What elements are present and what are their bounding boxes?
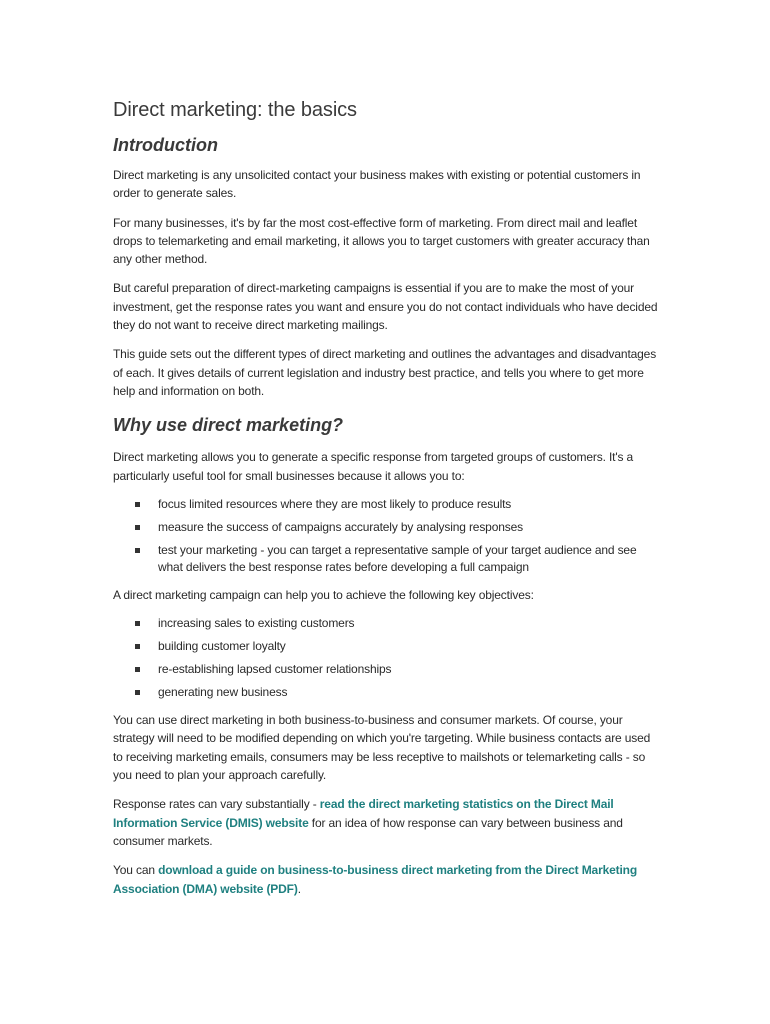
list-item (113, 519, 658, 536)
response-prefix-text: Response rates can vary substantially - (113, 797, 320, 812)
list-item (113, 542, 658, 576)
intro-paragraph: For many businesses, it's by far the most cost-effective form of marketing. From direct mail and leaflet drops to telemarketing and email marketing, it allows you to target customers with greater accuracy than any other method. (113, 215, 650, 267)
page-title: Direct marketing: the basics (113, 99, 357, 121)
square-bullet-icon (135, 502, 140, 507)
guide-prefix-text: You can (113, 863, 159, 878)
dmis-statistics-link[interactable]: read the direct marketing statistics on the Direct Mail Information Service (DMIS) website (113, 797, 614, 830)
list-item (113, 496, 658, 513)
document-page (113, 98, 658, 909)
list-item (113, 615, 658, 632)
dma-guide-link[interactable]: download a guide on business-to-business direct marketing from the Direct Marketing Association (DMA) website (PDF) (113, 863, 638, 896)
dma-guide-paragraph (113, 861, 658, 898)
list-item-text: focus limited resources where they are most likely to produce results (158, 496, 512, 511)
list-item-text: increasing sales to existing customers (158, 616, 355, 631)
benefits-list (113, 496, 658, 576)
response-rates-paragraph (113, 795, 658, 850)
square-bullet-icon (135, 621, 140, 626)
strategy-paragraph: You can use direct marketing in both business-to-business and consumer markets. Of course, your strategy will need to be modified depending on which you're targeting. While business contacts are used to receiving marketing emails, consumers may be less receptive to mailshots or telemarketing calls - so you need to plan your approach carefully. (113, 713, 651, 783)
square-bullet-icon (135, 548, 140, 553)
square-bullet-icon (135, 644, 140, 649)
intro-paragraph: Direct marketing is any unsolicited contact your business makes with existing or potential customers in order to generate sales. (113, 168, 641, 201)
objectives-lead-paragraph: A direct marketing campaign can help you to achieve the following key objectives: (113, 587, 534, 602)
objectives-list (113, 615, 658, 701)
intro-paragraph: But careful preparation of direct-marketing campaigns is essential if you are to make the most of your investment, get the response rates you want and ensure you do not contact individuals who have decided they do not want to receive direct marketing mailings. (113, 281, 658, 333)
guide-suffix-text: . (297, 881, 301, 896)
list-item-text: test your marketing - you can target a representative sample of your target audience and see what delivers the best response rates before developing a full campaign (158, 542, 637, 574)
square-bullet-icon (135, 525, 140, 530)
square-bullet-icon (135, 690, 140, 695)
square-bullet-icon (135, 667, 140, 672)
list-item (113, 661, 658, 678)
response-suffix-text: for an idea of how response can vary between business and consumer markets. (113, 815, 623, 848)
intro-paragraph: This guide sets out the different types of direct marketing and outlines the advantages and disadvantages of each. It gives details of current legislation and industry best practice, and tells you where to get more help and information on both. (113, 347, 657, 398)
why-lead-paragraph: Direct marketing allows you to generate a specific response from targeted groups of customers. It's a particularly useful tool for small businesses because it allows you to: (113, 450, 634, 483)
list-item-text: building customer loyalty (158, 639, 286, 654)
list-item-text: re-establishing lapsed customer relationships (158, 662, 392, 677)
list-item-text: measure the success of campaigns accurately by analysing responses (158, 519, 523, 534)
list-item (113, 638, 658, 655)
intro-heading: Introduction (113, 135, 218, 155)
why-heading: Why use direct marketing? (113, 415, 344, 436)
list-item (113, 684, 658, 701)
list-item-text: generating new business (158, 685, 288, 700)
